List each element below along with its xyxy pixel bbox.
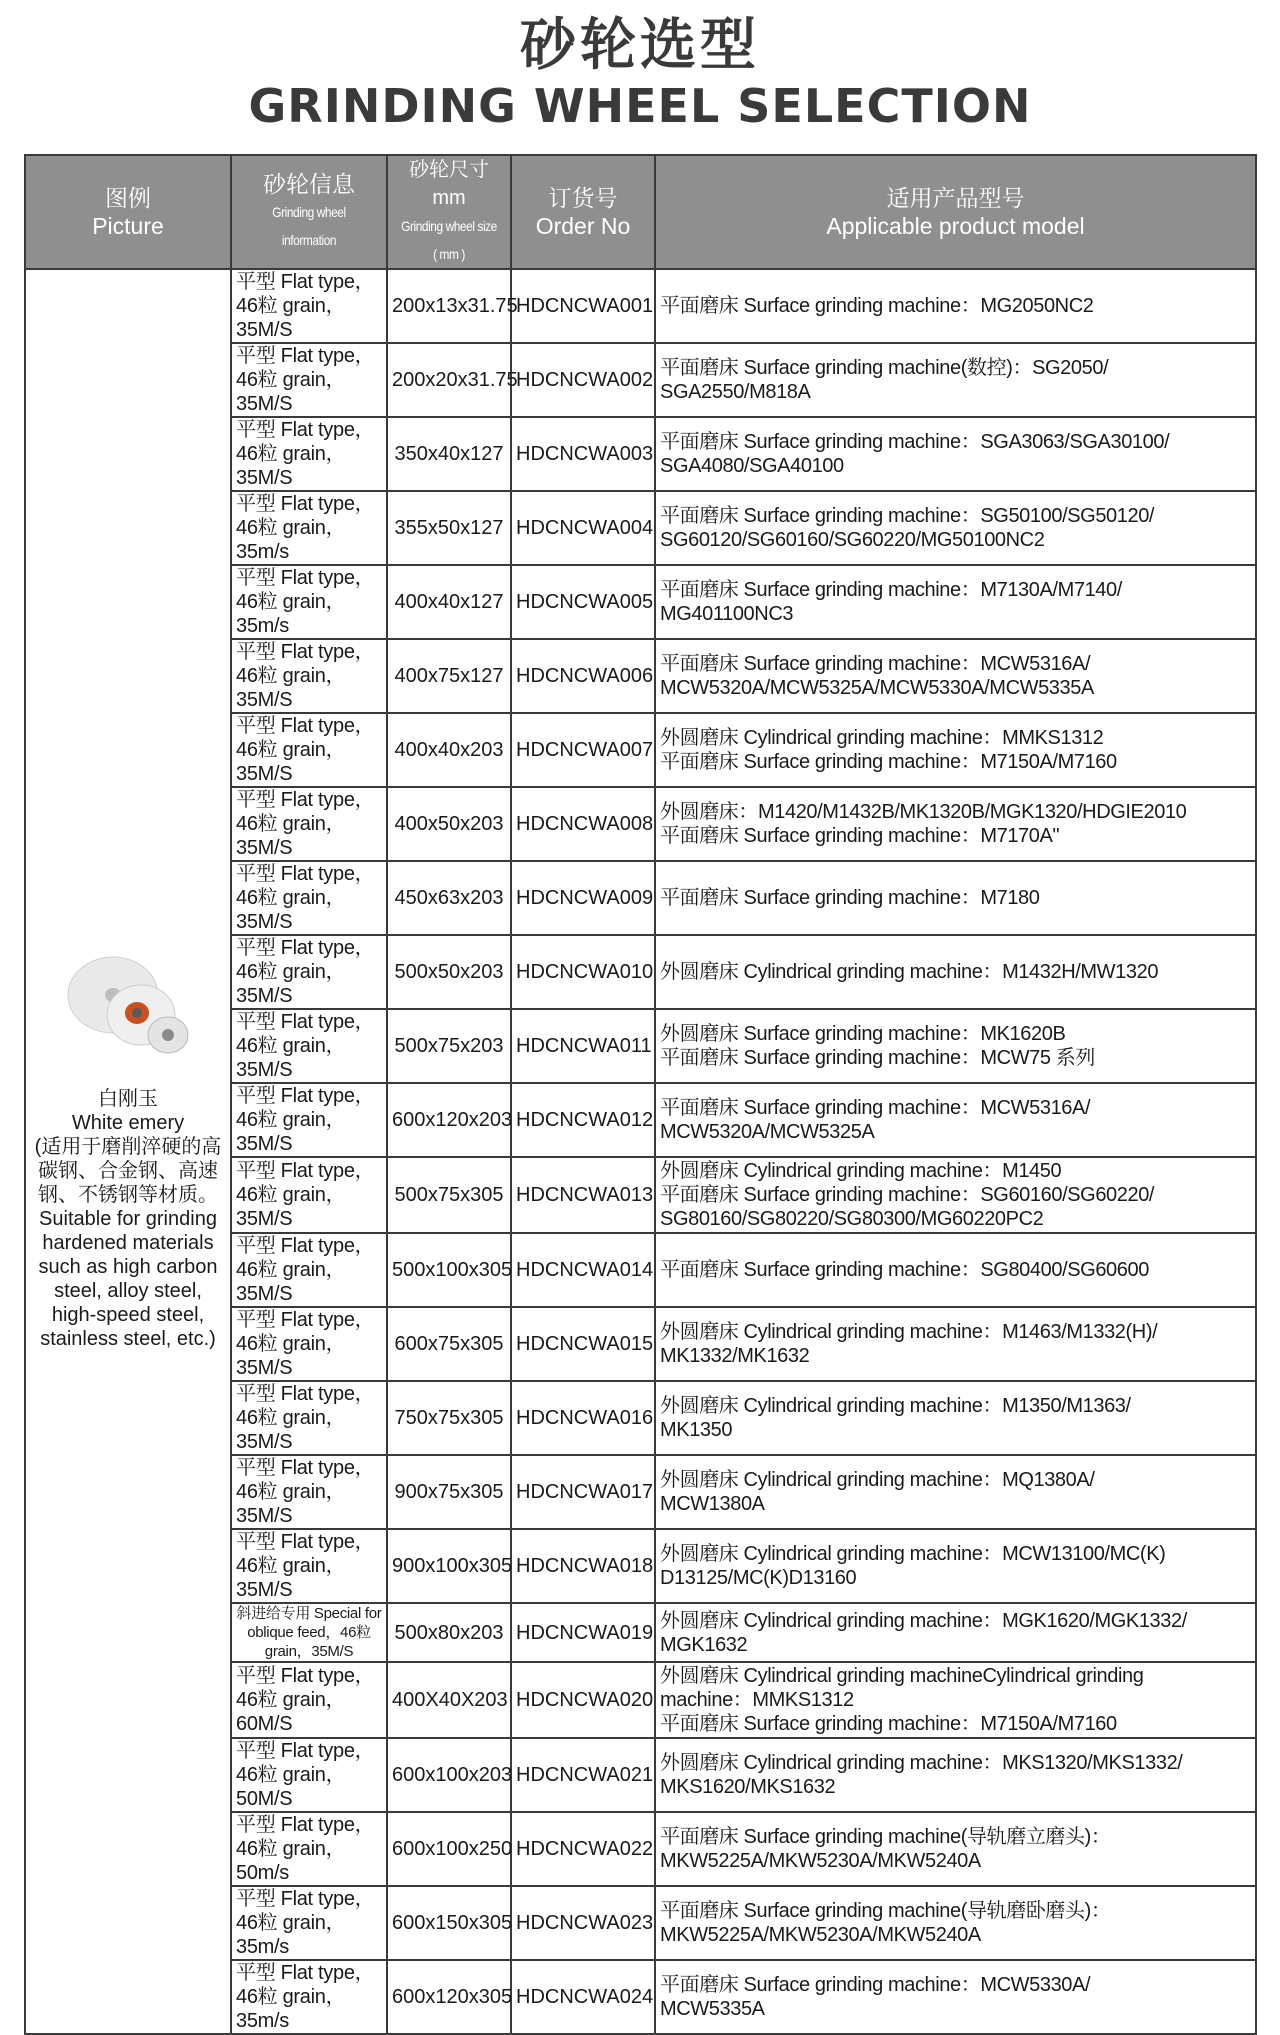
order-no-cell: HDCNCWA020 bbox=[511, 1662, 655, 1738]
model-line: MCW5320A/MCW5325A bbox=[660, 1121, 875, 1143]
header-size: 砂轮尺寸 mm Grinding wheel size ( mm ) bbox=[387, 155, 511, 269]
order-no-cell: HDCNCWA022 bbox=[511, 1812, 655, 1886]
order-no-cell: HDCNCWA005 bbox=[511, 565, 655, 639]
wheel-info-cell: 平型 Flat type，46粒 grain，35M/S bbox=[231, 1529, 387, 1603]
order-no-cell: HDCNCWA012 bbox=[511, 1083, 655, 1157]
order-no-cell: HDCNCWA023 bbox=[511, 1886, 655, 1960]
wheel-size-cell: 400x40x127 bbox=[387, 565, 511, 639]
order-no-cell: HDCNCWA003 bbox=[511, 417, 655, 491]
model-line: D13125/MC(K)D13160 bbox=[660, 1567, 857, 1589]
wheel-size-cell: 900x75x305 bbox=[387, 1455, 511, 1529]
page-title-zh: 砂轮选型 bbox=[520, 13, 760, 78]
wheel-size-cell: 900x100x305 bbox=[387, 1529, 511, 1603]
wheel-info-cell: 斜进给专用 Special for oblique feed，46粒 grain，35M/S bbox=[231, 1603, 387, 1662]
wheel-info-cell: 平型 Flat type，46粒 grain，35m/s bbox=[231, 1960, 387, 2034]
order-no-cell: HDCNCWA008 bbox=[511, 787, 655, 861]
wheel-info-cell: 平型 Flat type，46粒 grain，50m/s bbox=[231, 1812, 387, 1886]
wheel-size-cell: 400x50x203 bbox=[387, 787, 511, 861]
applicable-model-cell bbox=[655, 639, 1256, 713]
model-line: 平面磨床 Surface grinding machine(导轨磨立磨头)： bbox=[660, 1826, 1111, 1848]
model-line: 平面磨床 Surface grinding machine：MCW5316A/ bbox=[660, 1097, 1091, 1119]
model-line: 平面磨床 Surface grinding machine：SG60160/SG60220/ bbox=[660, 1184, 1155, 1206]
model-line: 平面磨床 Surface grinding machine：MG2050NC2 bbox=[660, 295, 1094, 317]
model-line: 平面磨床 Surface grinding machine：SG50100/SG50120/ bbox=[660, 505, 1155, 527]
picture-desc-en: Suitable for grinding hardened materials such as high carbon steel, alloy steel, high-speed steel, stainless steel, etc.) bbox=[38, 1207, 218, 1350]
wheel-size-cell: 500x50x203 bbox=[387, 935, 511, 1009]
model-line: MCW5335A bbox=[660, 1998, 765, 2020]
wheel-size-cell: 350x40x127 bbox=[387, 417, 511, 491]
wheel-info-cell: 平型 Flat type，46粒 grain，60M/S bbox=[231, 1662, 387, 1738]
header-order: 订货号 Order No bbox=[511, 155, 655, 269]
applicable-model-cell bbox=[655, 1738, 1256, 1812]
model-line: 外圆磨床 Cylindrical grinding machine：MQ1380A/ bbox=[660, 1469, 1095, 1491]
wheel-size-cell: 600x150x305 bbox=[387, 1886, 511, 1960]
wheel-info-cell: 平型 Flat type，46粒 grain，35m/s bbox=[231, 491, 387, 565]
applicable-model-cell bbox=[655, 1529, 1256, 1603]
applicable-model-cell bbox=[655, 1812, 1256, 1886]
wheel-size-cell: 600x75x305 bbox=[387, 1307, 511, 1381]
model-line: MKS1620/MKS1632 bbox=[660, 1776, 836, 1798]
model-line: 平面磨床 Surface grinding machine：M7150A/M7160 bbox=[660, 751, 1117, 773]
model-line: MKW5225A/MKW5230A/MKW5240A bbox=[660, 1850, 981, 1872]
applicable-model-cell bbox=[655, 787, 1256, 861]
applicable-model-cell bbox=[655, 269, 1256, 343]
model-line: 平面磨床 Surface grinding machine：SGA3063/SGA30100/ bbox=[660, 431, 1170, 453]
applicable-model-cell bbox=[655, 1886, 1256, 1960]
model-line: 平面磨床 Surface grinding machine：M7150A/M7160 bbox=[660, 1713, 1117, 1735]
model-line: 外圆磨床 Cylindrical grinding machine：MKS1320/MKS1332/ bbox=[660, 1752, 1183, 1774]
applicable-model-cell bbox=[655, 565, 1256, 639]
wheel-size-cell: 500x75x305 bbox=[387, 1157, 511, 1233]
model-line: MCW5320A/MCW5325A/MCW5330A/MCW5335A bbox=[660, 677, 1094, 699]
order-no-cell: HDCNCWA006 bbox=[511, 639, 655, 713]
applicable-model-cell bbox=[655, 1157, 1256, 1233]
model-line: 平面磨床 Surface grinding machine：MCW5330A/ bbox=[660, 1974, 1091, 1996]
header-info: 砂轮信息 Grinding wheel information bbox=[231, 155, 387, 269]
order-no-cell: HDCNCWA024 bbox=[511, 1960, 655, 2034]
applicable-model-cell bbox=[655, 417, 1256, 491]
model-line: 外圆磨床 Surface grinding machine：MK1620B bbox=[660, 1023, 1066, 1045]
wheel-size-cell: 450x63x203 bbox=[387, 861, 511, 935]
order-no-cell: HDCNCWA014 bbox=[511, 1233, 655, 1307]
order-no-cell: HDCNCWA004 bbox=[511, 491, 655, 565]
model-line: MK1332/MK1632 bbox=[660, 1345, 810, 1367]
model-line: 外圆磨床 Cylindrical grinding machineCylindrical grinding bbox=[660, 1665, 1144, 1687]
order-no-cell: HDCNCWA011 bbox=[511, 1009, 655, 1083]
model-line: 外圆磨床 Cylindrical grinding machine：M1450 bbox=[660, 1160, 1062, 1182]
applicable-model-cell bbox=[655, 1960, 1256, 2034]
order-no-cell: HDCNCWA013 bbox=[511, 1157, 655, 1233]
order-no-cell: HDCNCWA002 bbox=[511, 343, 655, 417]
wheel-size-cell: 600x120x203 bbox=[387, 1083, 511, 1157]
model-line: 平面磨床 Surface grinding machine：M7180 bbox=[660, 887, 1040, 909]
order-no-cell: HDCNCWA001 bbox=[511, 269, 655, 343]
wheel-info-cell: 平型 Flat type，46粒 grain，35M/S bbox=[231, 1381, 387, 1455]
wheel-size-cell: 500x100x305 bbox=[387, 1233, 511, 1307]
table-header-row bbox=[25, 155, 1256, 269]
wheel-info-cell: 平型 Flat type，46粒 grain，35M/S bbox=[231, 269, 387, 343]
applicable-model-cell bbox=[655, 861, 1256, 935]
model-line: MCW1380A bbox=[660, 1493, 765, 1515]
order-no-cell: HDCNCWA016 bbox=[511, 1381, 655, 1455]
picture-name-zh: 白刚玉 bbox=[98, 1087, 158, 1110]
model-line: 平面磨床 Surface grinding machine：MCW75 系列 bbox=[660, 1047, 1095, 1069]
model-line: SGA2550/M818A bbox=[660, 381, 811, 403]
model-line: 外圆磨床 Cylindrical grinding machine：M1463/M1332(H)/ bbox=[660, 1321, 1158, 1343]
wheel-info-cell: 平型 Flat type，46粒 grain，35m/s bbox=[231, 565, 387, 639]
model-line: MKW5225A/MKW5230A/MKW5240A bbox=[660, 1924, 981, 1946]
applicable-model-cell bbox=[655, 1455, 1256, 1529]
model-line: MGK1632 bbox=[660, 1633, 748, 1656]
wheel-size-cell: 200x13x31.75 bbox=[387, 269, 511, 343]
wheel-info-cell: 平型 Flat type，46粒 grain，35M/S bbox=[231, 935, 387, 1009]
wheel-size-cell: 400X40X203 bbox=[387, 1662, 511, 1738]
wheel-info-cell: 平型 Flat type，46粒 grain，35M/S bbox=[231, 1233, 387, 1307]
model-line: SG60120/SG60160/SG60220/MG50100NC2 bbox=[660, 529, 1045, 551]
model-line: 外圆磨床 Cylindrical grinding machine：M1432H/MW1320 bbox=[660, 961, 1159, 983]
model-line: 平面磨床 Surface grinding machine：M7170A" bbox=[660, 825, 1060, 847]
model-line: SGA4080/SGA40100 bbox=[660, 455, 844, 477]
page-title-en: GRINDING WHEEL SELECTION bbox=[248, 79, 1032, 133]
applicable-model-cell bbox=[655, 343, 1256, 417]
model-line: 外圆磨床 Cylindrical grinding machine：MCW13100/MC(K) bbox=[660, 1543, 1166, 1565]
wheel-size-cell: 600x100x203 bbox=[387, 1738, 511, 1812]
applicable-model-cell bbox=[655, 1233, 1256, 1307]
picture-cell bbox=[25, 269, 231, 2034]
wheel-info-cell: 平型 Flat type，46粒 grain，35M/S bbox=[231, 1083, 387, 1157]
model-line: 平面磨床 Surface grinding machine：MCW5316A/ bbox=[660, 653, 1091, 675]
model-line: 平面磨床 Surface grinding machine(数控)：SG2050/ bbox=[660, 357, 1109, 379]
order-no-cell: HDCNCWA019 bbox=[511, 1603, 655, 1662]
order-no-cell: HDCNCWA009 bbox=[511, 861, 655, 935]
grinding-wheel-image bbox=[63, 953, 193, 1063]
table-row bbox=[25, 269, 1256, 343]
wheel-size-cell: 200x20x31.75 bbox=[387, 343, 511, 417]
wheel-size-cell: 400x40x203 bbox=[387, 713, 511, 787]
model-line: MK1350 bbox=[660, 1419, 733, 1441]
model-line: 平面磨床 Surface grinding machine：M7130A/M7140/ bbox=[660, 579, 1122, 601]
wheel-size-cell: 600x120x305 bbox=[387, 1960, 511, 2034]
wheel-info-cell: 平型 Flat type，46粒 grain，35M/S bbox=[231, 1455, 387, 1529]
applicable-model-cell bbox=[655, 1009, 1256, 1083]
model-line: MG401100NC3 bbox=[660, 603, 794, 625]
wheel-info-cell: 平型 Flat type，46粒 grain，35M/S bbox=[231, 639, 387, 713]
model-line: machine：MMKS1312 bbox=[660, 1689, 854, 1711]
wheel-info-cell: 平型 Flat type，46粒 grain，35M/S bbox=[231, 1009, 387, 1083]
header-model: 适用产品型号 Applicable product model bbox=[655, 155, 1256, 269]
wheel-size-cell: 600x100x250 bbox=[387, 1812, 511, 1886]
applicable-model-cell bbox=[655, 1603, 1256, 1662]
order-no-cell: HDCNCWA021 bbox=[511, 1738, 655, 1812]
applicable-model-cell bbox=[655, 491, 1256, 565]
wheel-size-cell: 750x75x305 bbox=[387, 1381, 511, 1455]
wheel-size-cell: 355x50x127 bbox=[387, 491, 511, 565]
picture-desc-zh: (适用于磨削淬硬的高碳钢、合金钢、高速钢、不锈钢等材质。 bbox=[34, 1135, 222, 1206]
header-picture: 图例 Picture bbox=[25, 155, 231, 269]
order-no-cell: HDCNCWA017 bbox=[511, 1455, 655, 1529]
wheel-info-cell: 平型 Flat type，46粒 grain，35M/S bbox=[231, 417, 387, 491]
applicable-model-cell bbox=[655, 713, 1256, 787]
picture-name-en: White emery bbox=[71, 1111, 185, 1134]
wheel-info-cell: 平型 Flat type，46粒 grain，35M/S bbox=[231, 343, 387, 417]
applicable-model-cell bbox=[655, 1662, 1256, 1738]
model-line: 外圆磨床 Cylindrical grinding machine：M1350/M1363/ bbox=[660, 1395, 1131, 1417]
wheel-info-cell: 平型 Flat type，46粒 grain，35M/S bbox=[231, 1307, 387, 1381]
model-line: 平面磨床 Surface grinding machine：SG80400/SG60600 bbox=[660, 1259, 1149, 1281]
wheel-info-cell: 平型 Flat type，46粒 grain，35M/S bbox=[231, 713, 387, 787]
model-line: 外圆磨床 Cylindrical grinding machine：MMKS1312 bbox=[660, 727, 1104, 749]
order-no-cell: HDCNCWA018 bbox=[511, 1529, 655, 1603]
model-line: 平面磨床 Surface grinding machine(导轨磨卧磨头)： bbox=[660, 1900, 1111, 1922]
wheel-info-cell: 平型 Flat type，46粒 grain，35M/S bbox=[231, 787, 387, 861]
applicable-model-cell bbox=[655, 1381, 1256, 1455]
grinding-wheel-table bbox=[24, 154, 1257, 2035]
wheel-size-cell: 400x75x127 bbox=[387, 639, 511, 713]
applicable-model-cell bbox=[655, 1083, 1256, 1157]
wheel-size-cell: 500x75x203 bbox=[387, 1009, 511, 1083]
wheel-info-cell: 平型 Flat type，46粒 grain，35m/s bbox=[231, 1886, 387, 1960]
wheel-info-cell: 平型 Flat type，46粒 grain，35M/S bbox=[231, 861, 387, 935]
model-line: 外圆磨床 Cylindrical grinding machine：MGK1620/MGK1332/ bbox=[660, 1609, 1187, 1632]
order-no-cell: HDCNCWA007 bbox=[511, 713, 655, 787]
model-line: SG80160/SG80220/SG80300/MG60220PC2 bbox=[660, 1208, 1044, 1230]
wheel-size-cell: 500x80x203 bbox=[387, 1603, 511, 1662]
order-no-cell: HDCNCWA015 bbox=[511, 1307, 655, 1381]
applicable-model-cell bbox=[655, 1307, 1256, 1381]
order-no-cell: HDCNCWA010 bbox=[511, 935, 655, 1009]
model-line: 外圆磨床：M1420/M1432B/MK1320B/MGK1320/HDGIE2010 bbox=[660, 801, 1187, 823]
wheel-info-cell: 平型 Flat type，46粒 grain，35M/S bbox=[231, 1157, 387, 1233]
applicable-model-cell bbox=[655, 935, 1256, 1009]
wheel-info-cell: 平型 Flat type，46粒 grain，50M/S bbox=[231, 1738, 387, 1812]
